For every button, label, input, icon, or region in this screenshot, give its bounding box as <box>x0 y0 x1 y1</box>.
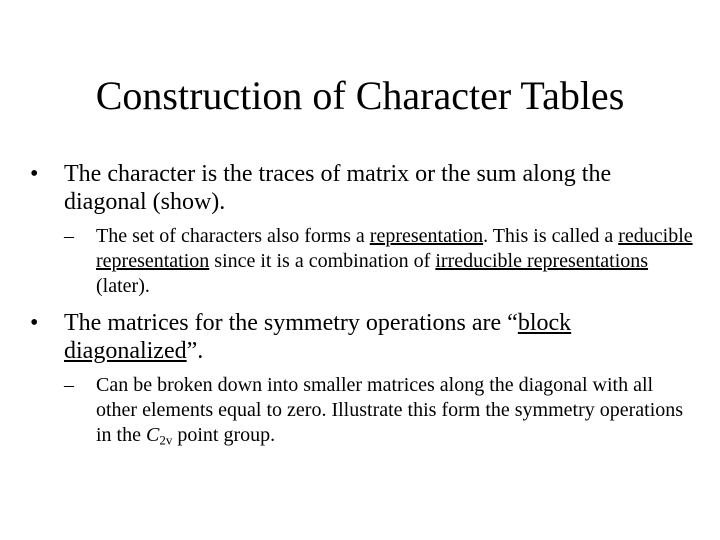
bullet-2-sub-part2: point group. <box>172 424 276 446</box>
bullet-marker: • <box>30 161 39 187</box>
bullet-1-sub <box>30 224 698 299</box>
slide-content <box>30 160 698 448</box>
bullet-2-sub-part1: Can be broken down into smaller matrices along the diagonal with all other elements equal to zero. Illustrate this form the symmetry operations in the <box>96 374 684 446</box>
bullet-1-sub-part1: The set of characters also forms a <box>96 225 370 247</box>
representation-term: representation <box>369 225 484 247</box>
bullet-2 <box>30 309 698 365</box>
bullet-1 <box>30 160 698 216</box>
bullet-1-text: The character is the traces of matrix or the sum along the diagonal (show). <box>64 161 612 215</box>
slide-title: Construction of Character Tables <box>95 73 625 118</box>
bullet-marker: • <box>30 310 39 336</box>
reducible-representation-term: reducible representation <box>96 225 693 272</box>
bullet-1-sub-part2: . This is called a <box>483 225 619 247</box>
dash-marker: – <box>64 374 74 396</box>
block-diagonalized-term: block diagonalized <box>64 310 572 364</box>
bullet-1-sub-part4: (later). <box>96 275 150 297</box>
bullet-2-part1: The matrices for the symmetry operations are “ <box>64 310 518 336</box>
dash-marker: – <box>64 225 74 247</box>
irreducible-representations-term: irreducible representations <box>435 250 649 272</box>
bullet-2-sub <box>30 373 698 448</box>
point-group-subscript: 2v <box>159 432 173 448</box>
bullet-1-sub-part3: since it is a combination of <box>209 250 436 272</box>
bullet-2-part2: ”. <box>186 338 204 364</box>
point-group-symbol: C <box>146 424 160 446</box>
